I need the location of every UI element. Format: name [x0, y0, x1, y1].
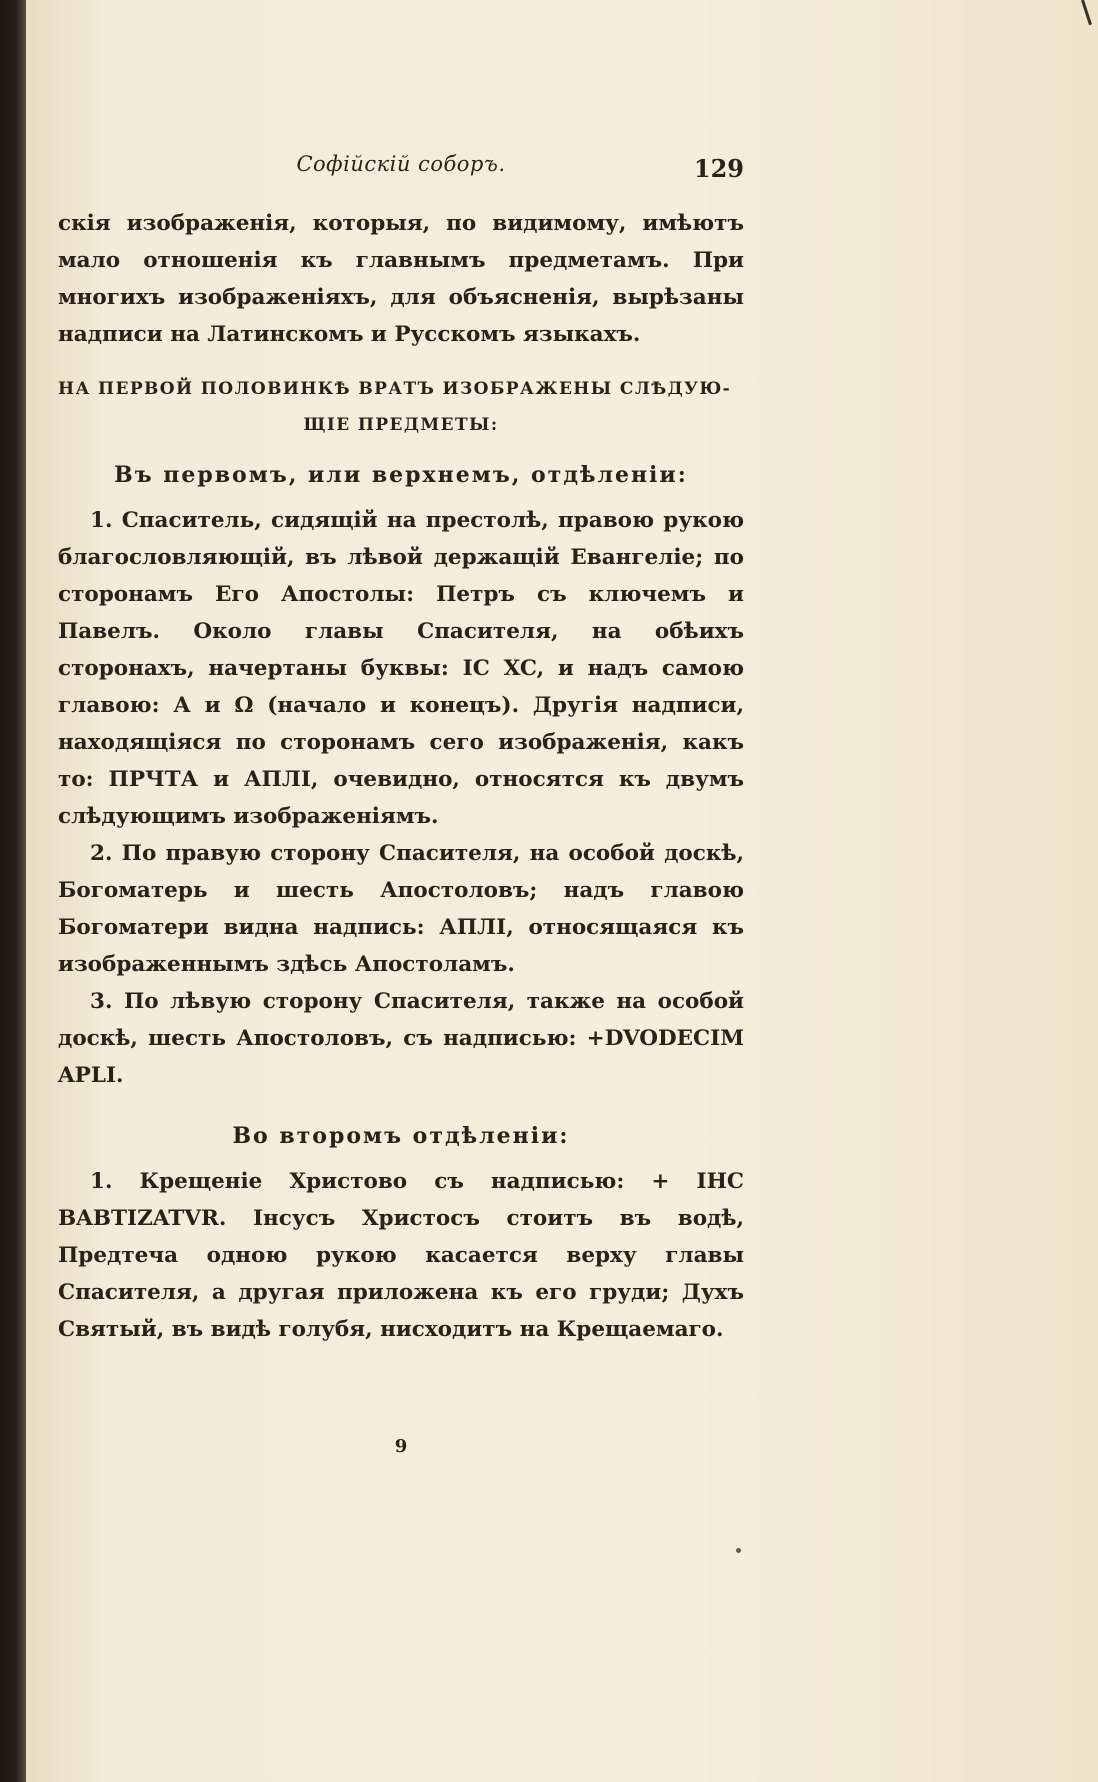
item-4-paragraph: 1. Крещеніе Христово съ надписью: + IHC BABTIZATVR. Інсусъ Христосъ стоитъ въ водѣ, Предтеча одною рукою касается верху главы Спасителя, а другая приложена къ его груди; Духъ Святый, въ видѣ голубя, нисходитъ на Крещаемаго. [58, 1169, 744, 1342]
text-block [58, 205, 744, 1348]
subheading-second-compartment: Во второмъ отдѣленіи: [232, 1123, 570, 1149]
running-title: Софійскій соборъ. [296, 152, 506, 176]
item-2-paragraph: 2. По правую сторону Спасителя, на особой доскѣ, Богоматерь и шесть Апостоловъ; надъ главою Богоматери видна надпись: АПЛІ, относящаяся къ изображеннымъ здѣсь Апостоламъ. [58, 841, 744, 977]
item-3-paragraph: 3. По лѣвую сторону Спасителя, также на особой доскѣ, шесть Апостоловъ, съ надписью: +DVODECIM APLI. [58, 989, 744, 1088]
page-number: 129 [693, 154, 744, 183]
section-heading-line1: НА ПЕРВОЙ ПОЛОВИНКѢ ВРАТЪ ИЗОБРАЖЕНЫ СЛѢДУЮ- [58, 379, 732, 399]
paper-speck [736, 1548, 741, 1553]
section-heading-line2: ЩІЕ ПРЕДМЕТЫ: [303, 415, 499, 435]
book-spine [0, 0, 26, 1782]
signature-mark: 9 [394, 1436, 408, 1457]
subheading-first-compartment: Въ первомъ, или верхнемъ, отдѣленіи: [114, 462, 688, 488]
section-heading [58, 371, 744, 443]
item-1-paragraph: 1. Спаситель, сидящій на престолѣ, правою рукою благословляющій, въ лѣвой держащій Евангеліе; по сторонамъ Его Апостолы: Петръ съ ключемъ и Павелъ. Около главы Спасителя, на обѣихъ сторонахъ, начертаны буквы: IC XC, и надъ самою главою: А и Ω (начало и конецъ). Другія надписи, находящіяся по сторонамъ сего изображенія, какъ то: ПРЧТА и АПЛІ, очевидно, относятся къ двумъ слѣдующимъ изображеніямъ. [58, 508, 744, 829]
intro-paragraph: скія изображенія, которыя, по видимому, имѣютъ мало отношенія къ главнымъ предметамъ. При многихъ изображеніяхъ, для объясненія, вырѣзаны надписи на Латинскомъ и Русскомъ языкахъ. [58, 211, 744, 347]
page-header [58, 152, 744, 192]
